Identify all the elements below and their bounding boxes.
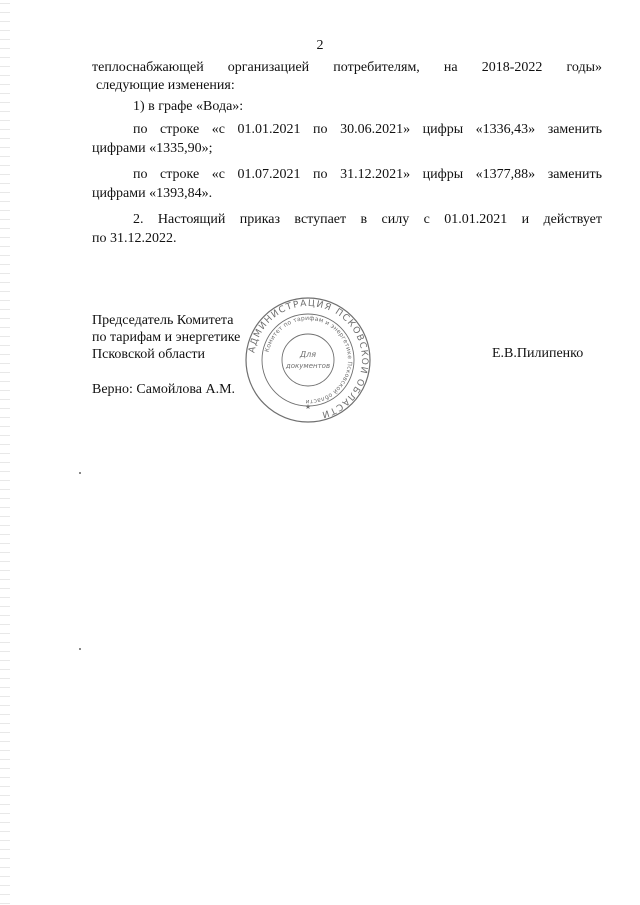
stamp-outer-text: АДМИНИСТРАЦИЯ ПСКОВСКОЙ ОБЛАСТИ [247,298,370,420]
para1-line1: теплоснабжающей организацией потребителям, на 2018-2022 годы» [92,60,602,75]
page-number: 2 [316,38,324,53]
row2-line1: по строке «с 01.07.2021 по 31.12.2021» цифры «1377,88» заменить [133,167,602,182]
scan-edge-artifact [0,0,10,905]
row1-line2: цифрами «1335,90»; [92,141,213,156]
margin-mark [79,472,81,474]
row2-line2: цифрами «1393,84». [92,186,213,201]
item2-line1: 2. Настоящий приказ вступает в силу с 01.01.2021 и действует [133,212,602,227]
official-stamp [244,296,372,424]
stamp-inner-text: Комитет по тарифам и энергетике Псковской области [263,314,354,406]
signatory-title-line1: Председатель Комитета [92,313,234,328]
para1-line2: следующие изменения: [96,78,235,93]
signatory-title-line3: Псковской области [92,347,206,362]
stamp-star: ★ [304,403,312,411]
row1-line1: по строке «с 01.01.2021 по 30.06.2021» цифры «1336,43» заменить [133,122,602,137]
signatory-title [92,312,240,363]
signatory-title-line2: по тарифам и энергетике [92,330,241,345]
margin-mark [79,648,81,650]
verification-note: Верно: Самойлова А.М. [92,382,236,397]
item2-line2: по 31.12.2022. [92,231,177,246]
signatory-name: Е.В.Пилипенко [492,346,584,361]
stamp-center-line2: документов [285,362,331,370]
stamp-inner-ring [282,334,334,386]
item1: 1) в графе «Вода»: [133,99,244,114]
stamp-center-line1: Для [299,350,317,359]
stamp-middle-ring [262,314,354,406]
